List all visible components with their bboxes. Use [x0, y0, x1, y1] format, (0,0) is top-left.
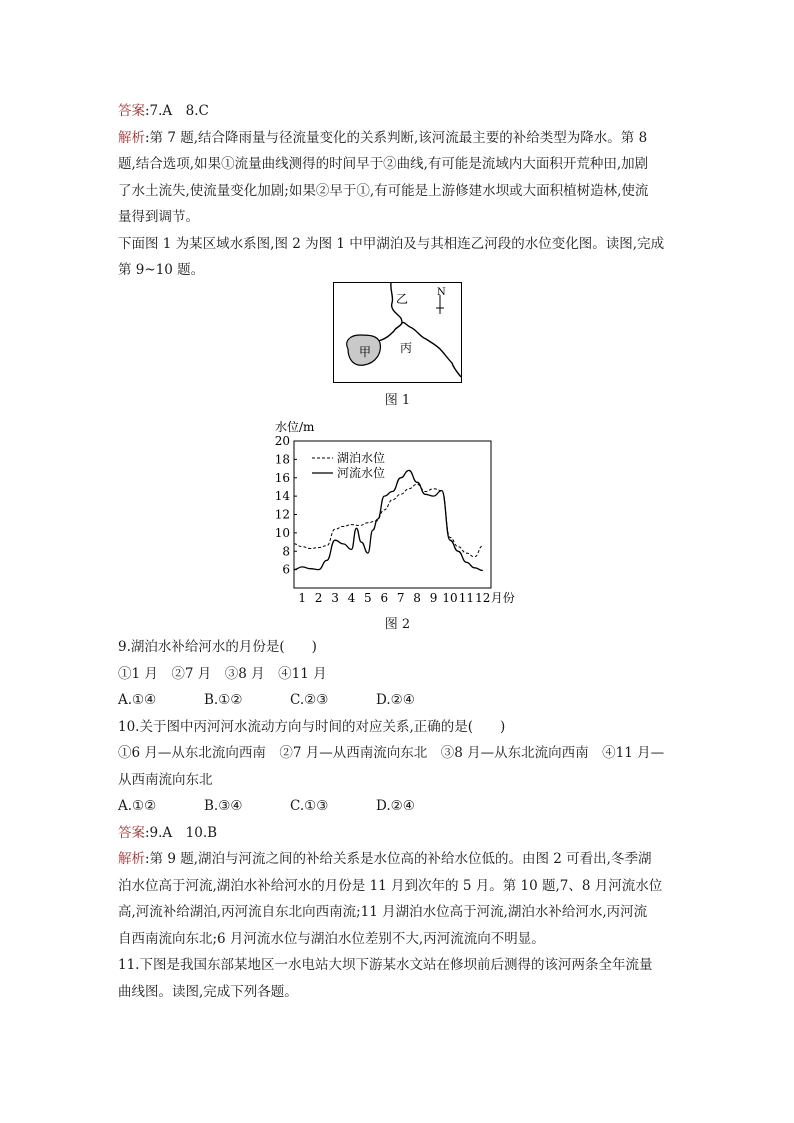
x-tick-label: 4 — [347, 591, 356, 605]
water-level-chart — [270, 415, 530, 610]
q10-items-line-1: ①6 月—从东北流向西南 ②7 月—从西南流向东北 ③8 月—从东北流向西南 ④11 月— — [118, 745, 665, 761]
river-junction — [400, 317, 402, 323]
analysis-label: 解析 — [118, 851, 145, 867]
y-tick-label: 20 — [274, 434, 290, 448]
q9-option-a: A.①④ — [118, 692, 157, 708]
q10-options — [118, 793, 678, 820]
analysis-text: 量得到调节。 — [118, 209, 199, 225]
x-tick-label: 5 — [364, 591, 372, 605]
y-tick-label: 6 — [282, 562, 290, 577]
q10-items-line-2: 从西南流向东北 — [118, 771, 213, 788]
analysis-text: 高,河流补给湖泊,丙河流自东北向西南流;11 月湖泊水位高于河流,湖泊水补给河水,丙河流 — [118, 904, 648, 920]
analysis-text: :第 7 题,结合降雨量与径流量变化的关系判断,该河流最主要的补给类型为降水。第 8 — [145, 129, 648, 146]
figure-1-caption: 图 1 — [384, 393, 411, 408]
x-tick-label: 11 — [458, 591, 475, 605]
x-tick-label: 2 — [314, 591, 323, 605]
x-axis-label: 月份 — [490, 591, 515, 605]
analysis-text: :第 9 题,湖泊与河流之间的补给关系是水位高的补给水位低的。由图 2 可看出,冬季湖 — [145, 851, 652, 867]
y-axis-label: 水位/m — [275, 420, 315, 434]
plot-frame — [294, 441, 491, 588]
q11-stem: 11.下图是我国东部某地区一水电站大坝下游某水文站在修坝前后测得的该河两条全年流量 — [118, 957, 653, 973]
x-ticks — [298, 591, 514, 605]
series-lines — [294, 470, 483, 570]
q9-option-d: D.②④ — [376, 692, 415, 708]
y-tick-label: 16 — [274, 470, 290, 485]
figure-2-caption: 图 2 — [384, 617, 411, 632]
river-c-path — [378, 322, 461, 377]
river-c-label: 丙 — [400, 341, 413, 355]
analysis-line-1 — [118, 125, 678, 152]
legend-lake-label: 湖泊水位 — [337, 451, 386, 465]
x-tick-label: 12 — [475, 591, 491, 605]
analysis-text: 了水土流失,使流量变化加剧;如果②早于①,有可能是上游修建水坝或大面积植树造林,使流 — [118, 182, 649, 199]
analysis-text: 泊水位高于河流,湖泊水补给河水的月份是 11 月到次年的 5 月。第 10 题,7、8 月河流水位 — [118, 877, 663, 894]
x-tick-label: 10 — [442, 591, 458, 605]
intro-text: 第 9~10 题。 — [118, 262, 205, 278]
q10-option-a: A.①② — [118, 798, 157, 814]
q9-stem: 9.湖泊水补给河水的月份是( ) — [118, 639, 317, 655]
y-tick-label: 18 — [274, 452, 290, 467]
q9-option-c: C.②③ — [290, 692, 329, 708]
water-system-map — [334, 283, 461, 382]
analysis-label: 解析 — [118, 129, 145, 146]
q10-option-b: B.③④ — [204, 798, 243, 814]
x-tick-label: 3 — [331, 591, 339, 605]
analysis-text: 题,结合选项,如果①流量曲线测得的时间早于②曲线,有可能是流域内大面积开荒种田,加剧 — [118, 156, 649, 172]
figure-1-map — [333, 282, 462, 383]
analysis-text: 自西南流向东北;6 月河流水位与湖泊水位差别不大,丙河流流向不明显。 — [118, 930, 545, 947]
analysis-line-2 — [118, 846, 678, 873]
answer-line-1 — [118, 98, 678, 125]
north-label: N — [437, 287, 446, 298]
answer-label: 答案 — [118, 824, 145, 841]
x-tick-label: 6 — [380, 591, 389, 605]
q9-option-b: B.①② — [204, 692, 243, 708]
y-tick-label: 10 — [274, 525, 290, 540]
q10-option-c: C.①③ — [290, 798, 329, 814]
answer-text: :7.A 8.C — [145, 103, 209, 119]
answer-label: 答案 — [118, 103, 145, 119]
q10-stem: 10.关于图中丙河河水流动方向与时间的对应关系,正确的是( ) — [118, 718, 506, 735]
q10-option-d: D.②④ — [376, 798, 415, 814]
questions-body — [118, 634, 678, 1005]
series-river-line — [294, 470, 483, 570]
q9-items: ①1 月 ②7 月 ③8 月 ④11 月 — [118, 665, 327, 682]
y-tick-label: 8 — [282, 544, 290, 559]
x-tick-label: 8 — [413, 591, 421, 605]
answer-text: :9.A 10.B — [145, 824, 218, 841]
x-tick-label: 9 — [429, 591, 438, 605]
legend-river-label: 河流水位 — [337, 466, 386, 480]
y-tick-label: 12 — [274, 507, 290, 522]
x-tick-label: 7 — [396, 591, 405, 605]
intro-text: 下面图 1 为某区域水系图,图 2 为图 1 中甲湖泊及与其相连乙河段的水位变化图。读图,完成 — [118, 235, 665, 252]
river-b-label: 乙 — [396, 292, 409, 306]
q11-stem: 曲线图。读图,完成下列各题。 — [118, 983, 298, 1000]
x-tick-label: 1 — [298, 591, 307, 605]
document-body — [118, 98, 678, 284]
q9-options — [118, 687, 678, 714]
lake-a-label: 甲 — [359, 345, 372, 359]
y-tick-label: 14 — [274, 489, 290, 504]
answer-line-2 — [118, 820, 678, 847]
